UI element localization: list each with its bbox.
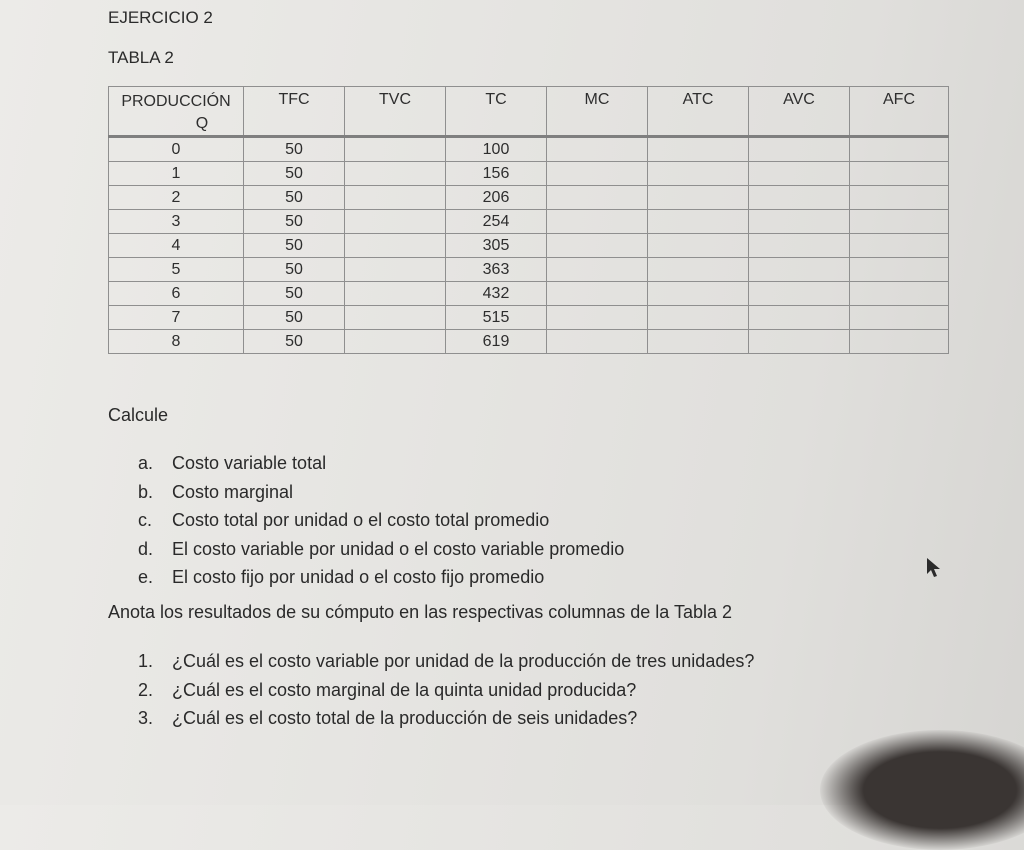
question-item	[138, 704, 754, 733]
table-cell	[850, 282, 949, 306]
column-header-avc: AVC	[749, 87, 850, 137]
table-cell	[648, 186, 749, 210]
table-row	[109, 234, 949, 258]
table-cell	[547, 162, 648, 186]
table-cell: 8	[109, 330, 244, 354]
mouse-pointer-icon	[925, 556, 945, 580]
table-cell	[547, 258, 648, 282]
list-marker: e.	[138, 567, 154, 587]
table-cell: 619	[446, 330, 547, 354]
column-header-mc: MC	[547, 87, 648, 137]
table-cell: 5	[109, 258, 244, 282]
table-cell: 305	[446, 234, 547, 258]
question-list	[138, 647, 754, 733]
column-header-tc: TC	[446, 87, 547, 137]
table-cell	[749, 137, 850, 162]
table-row	[109, 210, 949, 234]
table-cell	[648, 258, 749, 282]
table-cell	[749, 186, 850, 210]
list-marker: b.	[138, 481, 154, 502]
list-text: Costo marginal	[172, 481, 294, 502]
table-cell	[850, 258, 949, 282]
exercise-title: EJERCICIO 2	[108, 8, 213, 27]
column-header-line2: Q	[195, 115, 209, 132]
list-item	[138, 506, 624, 535]
table-cell	[648, 234, 749, 258]
table-cell	[648, 162, 749, 186]
table-cell	[345, 210, 446, 234]
table-cell	[648, 210, 749, 234]
table-cell	[850, 162, 949, 186]
table-body	[109, 137, 949, 354]
table-cell	[345, 282, 446, 306]
table-cell	[850, 330, 949, 354]
question-marker: 1.	[138, 651, 154, 671]
table-cell	[547, 306, 648, 330]
table-cell: 50	[244, 258, 345, 282]
list-text: El costo variable por unidad o el costo variable promedio	[172, 538, 625, 559]
list-item	[138, 478, 624, 507]
table-cell	[749, 234, 850, 258]
table-title: TABLA 2	[108, 48, 174, 67]
hand-shadow	[820, 730, 1024, 850]
list-marker: a.	[138, 453, 154, 473]
list-marker: c.	[138, 510, 153, 530]
cost-table	[108, 86, 949, 354]
instruction-text: Anota los resultados de su cómputo en las respectivas columnas de la Tabla 2	[108, 602, 733, 622]
table-header-row	[109, 87, 949, 137]
column-header-line1: PRODUCCIÓN	[121, 93, 231, 110]
table-row	[109, 282, 949, 306]
column-header-tfc: TFC	[244, 87, 345, 137]
table-cell: 50	[244, 234, 345, 258]
table-cell	[850, 210, 949, 234]
table-cell: 432	[446, 282, 547, 306]
table-cell: 6	[109, 282, 244, 306]
table-row	[109, 330, 949, 354]
table-cell	[850, 186, 949, 210]
table-cell: 0	[109, 137, 244, 162]
table-cell: 50	[244, 137, 345, 162]
table-cell: 363	[446, 258, 547, 282]
table-cell	[547, 330, 648, 354]
list-text: Costo variable total	[172, 453, 327, 473]
list-text: El costo fijo por unidad o el costo fijo promedio	[172, 567, 545, 587]
table-cell	[547, 234, 648, 258]
table-cell	[749, 306, 850, 330]
question-text: ¿Cuál es el costo total de la producción de seis unidades?	[172, 708, 638, 728]
column-header-produccion	[109, 87, 244, 137]
question-item	[138, 676, 754, 705]
table-cell: 7	[109, 306, 244, 330]
table-cell	[345, 186, 446, 210]
table-cell: 3	[109, 210, 244, 234]
table-cell	[749, 210, 850, 234]
question-text: ¿Cuál es el costo variable por unidad de la producción de tres unidades?	[172, 651, 755, 671]
list-item	[138, 449, 624, 478]
table-cell	[749, 258, 850, 282]
table-cell	[648, 137, 749, 162]
table-cell	[345, 258, 446, 282]
question-marker: 3.	[138, 708, 154, 728]
list-item	[138, 535, 624, 564]
table-cell	[749, 330, 850, 354]
table-cell	[547, 210, 648, 234]
table-cell	[547, 186, 648, 210]
list-text: Costo total por unidad o el costo total promedio	[172, 510, 550, 530]
table-cell: 50	[244, 186, 345, 210]
question-text: ¿Cuál es el costo marginal de la quinta unidad producida?	[172, 679, 637, 700]
table-cell	[345, 137, 446, 162]
table-cell: 50	[244, 330, 345, 354]
table-cell	[345, 234, 446, 258]
table-row	[109, 306, 949, 330]
table-cell: 50	[244, 210, 345, 234]
table-cell: 100	[446, 137, 547, 162]
table-cell	[850, 306, 949, 330]
table-cell	[749, 162, 850, 186]
table-cell: 2	[109, 186, 244, 210]
table-cell: 4	[109, 234, 244, 258]
table-cell	[345, 162, 446, 186]
table-row	[109, 162, 949, 186]
table-cell	[648, 282, 749, 306]
table-row	[109, 186, 949, 210]
table-cell	[345, 330, 446, 354]
table-cell	[648, 306, 749, 330]
calcule-label: Calcule	[108, 405, 169, 425]
table-cell: 206	[446, 186, 547, 210]
table-cell	[749, 282, 850, 306]
calc-list	[138, 449, 624, 592]
table-row	[109, 258, 949, 282]
table-cell: 515	[446, 306, 547, 330]
table-cell	[547, 282, 648, 306]
table-cell: 1	[109, 162, 244, 186]
table-cell	[547, 137, 648, 162]
table-cell: 254	[446, 210, 547, 234]
table-cell	[345, 306, 446, 330]
table-cell: 50	[244, 282, 345, 306]
list-marker: d.	[138, 538, 154, 559]
column-header-atc: ATC	[648, 87, 749, 137]
table-cell	[850, 234, 949, 258]
column-header-afc: AFC	[850, 87, 949, 137]
question-item	[138, 647, 754, 676]
list-item	[138, 563, 624, 592]
table-cell	[850, 137, 949, 162]
table-cell: 50	[244, 306, 345, 330]
question-marker: 2.	[138, 679, 154, 700]
table-row	[109, 137, 949, 162]
table-cell	[648, 330, 749, 354]
table-cell: 50	[244, 162, 345, 186]
column-header-tvc: TVC	[345, 87, 446, 137]
table-cell: 156	[446, 162, 547, 186]
